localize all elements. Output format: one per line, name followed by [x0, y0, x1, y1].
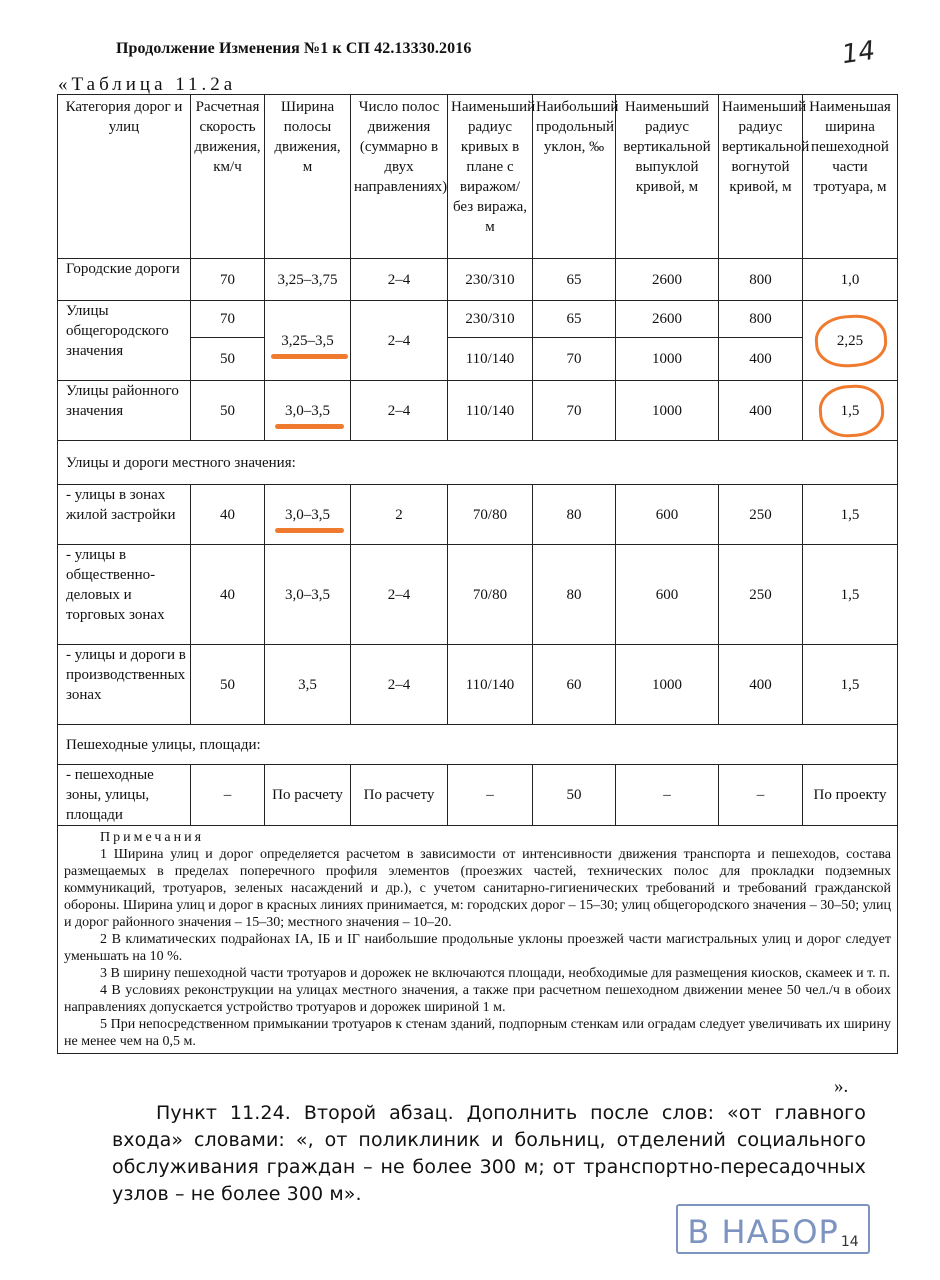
document-header: Продолжение Изменения №1 к СП 42.13330.2016	[116, 40, 472, 57]
cell-lanes: 2–4	[351, 259, 448, 301]
table-section-row	[58, 441, 898, 485]
cell-grade: 70	[533, 381, 616, 441]
cell-concave-radius: 250	[719, 545, 803, 645]
cell-speed: 40	[191, 485, 265, 545]
cell-speed: 70	[191, 259, 265, 301]
cell-concave-radius: 400	[719, 338, 803, 381]
cell-lanes: По расчету	[351, 765, 448, 826]
cell-lane-width: 3,25–3,75	[265, 259, 351, 301]
table-row	[58, 765, 898, 826]
cell-plan-radius: –	[448, 765, 533, 826]
stamp-text: В НАБОР	[687, 1213, 839, 1251]
cell-plan-radius: 70/80	[448, 545, 533, 645]
cell-speed: 50	[191, 338, 265, 381]
header-lane-width: Ширина полосы движения, м	[265, 95, 351, 259]
header-plan-radius: Наименьший радиус кривых в плане с виражом/ без виража, м	[448, 95, 533, 259]
cell-lanes: 2–4	[351, 301, 448, 381]
table-header-row	[58, 95, 898, 259]
cell-speed: 70	[191, 301, 265, 338]
header-convex-radius: Наименьший радиус вертикальной выпуклой кривой, м	[616, 95, 719, 259]
note-item: 5 При непосредственном примыкании тротуаров к стенам зданий, подпорным стенкам или оградам следует увеличивать их ширину не менее чем на 0,5 м.	[64, 1017, 891, 1049]
table-row	[58, 381, 898, 441]
cell-category: - улицы в зонах жилой застройки	[58, 485, 191, 545]
cell-lane-width: 3,5	[265, 645, 351, 725]
header-concave-radius: Наименьший радиус вертикальной вогнутой кривой, м	[719, 95, 803, 259]
cell-category: Улицы общегородского значения	[58, 301, 191, 381]
cell-grade: 60	[533, 645, 616, 725]
cell-concave-radius: 400	[719, 645, 803, 725]
cell-sidewalk: По проекту	[803, 765, 898, 826]
cell-speed: 50	[191, 381, 265, 441]
handwritten-page-number: 14	[840, 35, 878, 71]
cell-plan-radius: 110/140	[448, 338, 533, 381]
cell-convex-radius: 600	[616, 485, 719, 545]
orange-circle-mark: 1,5	[840, 402, 860, 419]
orange-circle-mark: 2,25	[836, 332, 864, 349]
cell-grade: 65	[533, 301, 616, 338]
cell-lanes: 2–4	[351, 545, 448, 645]
cell-category: - пешеходные зоны, улицы, площади	[58, 765, 191, 826]
cell-convex-radius: –	[616, 765, 719, 826]
table-notes-row	[58, 826, 898, 1054]
cell-sidewalk	[803, 381, 898, 441]
cell-speed: 40	[191, 545, 265, 645]
cell-speed: 50	[191, 645, 265, 725]
cell-convex-radius: 1000	[616, 338, 719, 381]
road-parameters-table	[57, 94, 898, 1054]
cell-grade: 80	[533, 485, 616, 545]
cell-lane-width	[265, 381, 351, 441]
table-notes	[58, 826, 898, 1054]
cell-convex-radius: 1000	[616, 381, 719, 441]
cell-plan-radius: 110/140	[448, 381, 533, 441]
cell-lane-width	[265, 301, 351, 381]
note-item: 4 В условиях реконструкции на улицах местного значения, а также при расчетном пешеходном движении менее 50 чел./ч в обоих направлениях допускается устройство тротуаров и дорожек шириной 1 м.	[64, 983, 891, 1015]
cell-lane-width: По расчету	[265, 765, 351, 826]
amendment-paragraph	[112, 1100, 866, 1208]
cell-sidewalk: 1,5	[803, 545, 898, 645]
note-item: 2 В климатических подрайонах IА, IБ и IГ наибольшие продольные уклоны проезжей части магистральных улиц и дорог следует уменьшать на 10 %.	[64, 932, 891, 964]
cell-grade: 50	[533, 765, 616, 826]
cell-grade: 70	[533, 338, 616, 381]
header-sidewalk: Наименьшая ширина пешеходной части тротуара, м	[803, 95, 898, 259]
stamp-number: 14	[840, 1234, 859, 1250]
table-caption: «Таблица 11.2а	[58, 74, 237, 95]
cell-convex-radius: 600	[616, 545, 719, 645]
section-pedestrian: Пешеходные улицы, площади:	[58, 725, 898, 765]
cell-grade: 80	[533, 545, 616, 645]
cell-concave-radius: 800	[719, 259, 803, 301]
header-grade: Наибольший продольный уклон, ‰	[533, 95, 616, 259]
cell-sidewalk: 1,5	[803, 485, 898, 545]
orange-underline-mark: 3,0–3,5	[285, 506, 330, 523]
cell-lane-width: 3,0–3,5	[265, 545, 351, 645]
cell-speed: –	[191, 765, 265, 826]
cell-sidewalk	[803, 301, 898, 381]
cell-convex-radius: 1000	[616, 645, 719, 725]
table-row	[58, 301, 898, 338]
stamp-v-nabor	[676, 1204, 870, 1254]
table-row	[58, 545, 898, 645]
cell-concave-radius: –	[719, 765, 803, 826]
table-closing-quote: ».	[834, 1076, 849, 1097]
cell-concave-radius: 800	[719, 301, 803, 338]
cell-plan-radius: 230/310	[448, 259, 533, 301]
cell-convex-radius: 2600	[616, 259, 719, 301]
table-row	[58, 485, 898, 545]
cell-sidewalk: 1,5	[803, 645, 898, 725]
cell-category: Городские дороги	[58, 259, 191, 301]
cell-plan-radius: 70/80	[448, 485, 533, 545]
cell-lane-width	[265, 485, 351, 545]
cell-category: - улицы и дороги в производственных зонах	[58, 645, 191, 725]
cell-sidewalk: 1,0	[803, 259, 898, 301]
cell-concave-radius: 400	[719, 381, 803, 441]
table-row	[58, 259, 898, 301]
header-lanes: Число полос движения (суммарно в двух направлениях)	[351, 95, 448, 259]
amendment-paragraph-text: Пункт 11.24. Второй абзац. Дополнить после слов: «от главного входа» словами: «, от поликлиник и больниц, отделений социального обслуживания граждан – не более 300 м; от транспортно-пересадочных узлов – не более 300 м».	[112, 1102, 866, 1205]
cell-lanes: 2	[351, 485, 448, 545]
section-local-roads: Улицы и дороги местного значения:	[58, 441, 898, 485]
cell-plan-radius: 110/140	[448, 645, 533, 725]
cell-lanes: 2–4	[351, 381, 448, 441]
note-item: 1 Ширина улиц и дорог определяется расчетом в зависимости от интенсивности движения транспорта и пешеходов, состава размещаемых в пределах поперечного профиля элементов (проезжих частей, технических полос для прокладки подземных коммуникаций, тротуаров, зеленых насаждений и др.), с учетом санитарно-гигиенических требований и требований гражданской обороны. Ширина улиц и дорог в красных линиях принимается, м: городских дорог – 15–30; улиц общегородского значения – 30–50; улиц и дорог районного значения – 15–30; местного значения – 10–20.	[64, 847, 891, 930]
cell-lanes: 2–4	[351, 645, 448, 725]
cell-plan-radius: 230/310	[448, 301, 533, 338]
cell-category: Улицы районного значения	[58, 381, 191, 441]
cell-grade: 65	[533, 259, 616, 301]
header-category: Категория дорог и улиц	[58, 95, 191, 259]
table-row	[58, 645, 898, 725]
orange-underline-mark: 3,0–3,5	[285, 402, 330, 419]
table-section-row	[58, 725, 898, 765]
cell-concave-radius: 250	[719, 485, 803, 545]
header-speed: Расчетная скорость движения, км/ч	[191, 95, 265, 259]
cell-convex-radius: 2600	[616, 301, 719, 338]
notes-title: Примечания	[100, 830, 205, 845]
cell-category: - улицы в общественно-деловых и торговых зонах	[58, 545, 191, 645]
note-item: 3 В ширину пешеходной части тротуаров и дорожек не включаются площади, необходимые для размещения киосков, скамеек и т. п.	[100, 966, 891, 981]
orange-underline-mark: 3,25–3,5	[281, 332, 334, 349]
